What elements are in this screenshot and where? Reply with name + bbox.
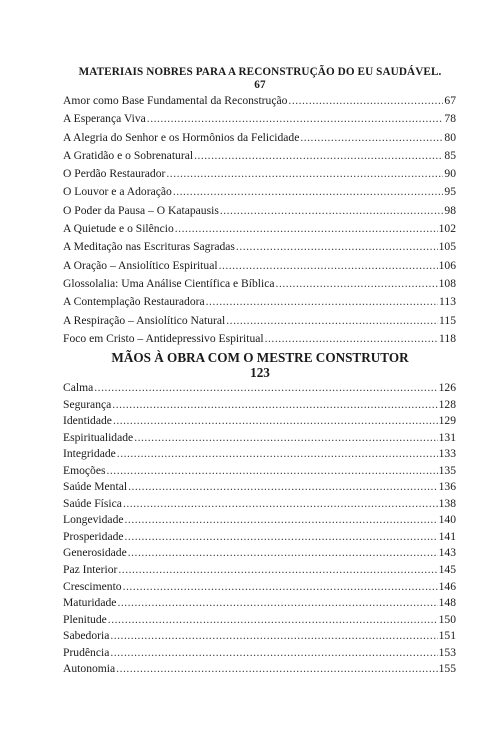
toc-entry-page-number: 95 — [444, 185, 456, 199]
toc-entry[interactable] — [63, 92, 456, 110]
toc-entry-page-number: 146 — [438, 579, 456, 593]
toc-entry-page-number: 133 — [438, 447, 456, 461]
toc-list-materiais — [63, 92, 456, 348]
toc-entry-page-number: 85 — [444, 148, 456, 162]
toc-entry-label: Longevidade — [63, 513, 124, 527]
toc-entry[interactable] — [63, 330, 456, 348]
toc-entry-page-number: 115 — [439, 313, 456, 327]
toc-entry-page-number: 113 — [439, 295, 456, 309]
dot-leader — [173, 183, 444, 201]
dot-leader — [118, 562, 437, 579]
dot-leader — [123, 579, 438, 596]
dot-leader — [206, 293, 438, 311]
toc-entry-label: Plenitude — [63, 612, 107, 626]
toc-entry[interactable] — [63, 512, 456, 529]
toc-entry[interactable] — [63, 562, 456, 579]
toc-entry-label: Amor como Base Fundamental da Reconstrução — [63, 94, 288, 107]
dot-leader — [220, 202, 444, 220]
toc-entry-label: Sabedoria — [63, 629, 110, 643]
toc-entry-page-number: 129 — [438, 414, 456, 428]
toc-entry-page-number: 150 — [438, 612, 456, 626]
dot-leader — [125, 529, 438, 546]
toc-entry-page-number: 135 — [438, 463, 456, 477]
toc-entry-label: Foco em Cristo – Antidepressivo Espiritual — [63, 331, 264, 345]
toc-entry[interactable] — [63, 165, 456, 183]
dot-leader — [110, 645, 437, 662]
toc-entry-page-number: 106 — [438, 258, 456, 272]
toc-entry[interactable] — [63, 545, 456, 562]
dot-leader — [128, 479, 438, 496]
dot-leader — [94, 380, 437, 397]
section-page-number: 67 — [254, 79, 266, 91]
toc-entry[interactable] — [63, 628, 456, 645]
toc-entry-label: Prudência — [63, 645, 110, 659]
toc-entry-page-number: 141 — [438, 529, 456, 543]
dot-leader — [117, 595, 437, 612]
toc-entry[interactable] — [63, 129, 456, 147]
toc-entry[interactable] — [63, 661, 456, 678]
toc-entry-page-number: 148 — [438, 596, 456, 610]
dot-leader — [265, 330, 438, 348]
toc-entry-label: Glossolalia: Uma Análise Científica e Bíblica — [63, 276, 275, 290]
dot-leader — [300, 129, 443, 147]
toc-entry-label: A Gratidão e o Sobrenatural — [63, 148, 194, 162]
toc-entry[interactable] — [63, 238, 456, 256]
toc-entry[interactable] — [63, 220, 456, 238]
toc-entry-label: Paz Interior — [63, 563, 118, 577]
toc-entry-label: A Alegria do Senhor e os Hormônios da Felicidade — [63, 130, 300, 144]
toc-entry-page-number: 80 — [444, 130, 456, 144]
toc-entry-label: Crescimento — [63, 579, 122, 593]
toc-entry-page-number: 108 — [438, 276, 456, 290]
toc-entry-label: O Louvor e a Adoração — [63, 185, 172, 199]
toc-entry-label: Espiritualidade — [63, 430, 134, 444]
dot-leader — [134, 430, 437, 447]
toc-entry-label: Identidade — [63, 414, 112, 428]
toc-entry-label: O Poder da Pausa – O Katapausis — [63, 203, 219, 217]
toc-entry-page-number: 118 — [439, 331, 456, 345]
toc-entry-page-number: 140 — [438, 513, 456, 527]
toc-entry[interactable] — [63, 529, 456, 546]
toc-entry[interactable] — [63, 612, 456, 629]
dot-leader — [117, 446, 438, 463]
toc-entry[interactable] — [63, 446, 456, 463]
toc-entry[interactable] — [63, 380, 456, 397]
toc-entry[interactable] — [63, 479, 456, 496]
toc-entry[interactable] — [63, 293, 456, 311]
toc-entry[interactable] — [63, 147, 456, 165]
toc-entry-label: Integridade — [63, 447, 116, 461]
dot-leader — [113, 413, 438, 430]
toc-entry-label: Autonomia — [63, 662, 116, 676]
dot-leader — [128, 545, 438, 562]
toc-entry-label: A Quietude e o Silêncio — [63, 222, 174, 236]
toc-entry-label: O Perdão Restaurador — [63, 167, 166, 181]
toc-entry-label: Generosidade — [63, 546, 127, 560]
toc-entry-page-number: 90 — [444, 167, 456, 181]
toc-entry[interactable] — [63, 202, 456, 220]
toc-entry-page-number: 153 — [438, 645, 456, 659]
toc-entry-label: A Respiração – Ansiolítico Natural — [63, 313, 226, 327]
toc-entry[interactable] — [63, 413, 456, 430]
toc-entry-page-number: 145 — [438, 563, 456, 577]
dot-leader — [116, 661, 437, 678]
dot-leader — [194, 147, 443, 165]
dot-leader — [219, 257, 438, 275]
dot-leader — [166, 165, 443, 183]
dot-leader — [288, 92, 443, 110]
dot-leader — [107, 463, 438, 480]
toc-entry[interactable] — [63, 275, 456, 293]
toc-entry-page-number: 131 — [438, 430, 456, 444]
toc-entry-page-number: 78 — [444, 112, 456, 126]
toc-entry-page-number: 151 — [438, 629, 456, 643]
toc-entry[interactable] — [63, 645, 456, 662]
toc-list-maos-a-obra — [63, 380, 456, 678]
toc-entry-label: A Meditação nas Escrituras Sagradas — [63, 240, 235, 254]
toc-entry-page-number: 138 — [438, 496, 456, 510]
dot-leader — [236, 238, 438, 256]
section-heading-maos-a-obra — [60, 350, 460, 380]
dot-leader — [110, 628, 437, 645]
toc-entry-page-number: 143 — [438, 546, 456, 560]
toc-entry-label: Saúde Física — [63, 496, 122, 510]
section-title: MATERIAIS NOBRES PARA A RECONSTRUÇÃO DO EU SAUDÁVEL. — [78, 66, 442, 78]
toc-entry-page-number: 105 — [438, 240, 456, 254]
dot-leader — [112, 397, 437, 414]
toc-entry-label: Calma — [63, 381, 94, 394]
toc-entry-label: Saúde Mental — [63, 480, 128, 494]
toc-entry[interactable] — [63, 579, 456, 596]
toc-entry[interactable] — [63, 110, 456, 128]
toc-entry-page-number: 102 — [438, 222, 456, 236]
dot-leader — [125, 512, 438, 529]
toc-entry-page-number: 67 — [444, 94, 456, 107]
toc-entry-page-number: 136 — [438, 480, 456, 494]
toc-entry-page-number: 128 — [438, 397, 456, 411]
toc-entry[interactable] — [63, 312, 456, 330]
toc-entry-page-number: 155 — [438, 662, 456, 676]
toc-entry[interactable] — [63, 595, 456, 612]
dot-leader — [123, 496, 438, 513]
toc-entry[interactable] — [63, 397, 456, 414]
section-title: MÃOS À OBRA COM O MESTRE CONSTRUTOR — [111, 350, 409, 365]
toc-entry[interactable] — [63, 496, 456, 513]
toc-entry-label: A Esperança Viva — [63, 112, 146, 126]
dot-leader — [108, 612, 438, 629]
dot-leader — [175, 220, 438, 238]
section-heading-materiais — [60, 66, 460, 92]
toc-entry-page-number: 98 — [444, 203, 456, 217]
toc-entry-label: Prosperidade — [63, 529, 124, 543]
toc-entry-page-number: 126 — [438, 381, 456, 394]
toc-entry-label: A Oração – Ansiolítico Espiritual — [63, 258, 218, 272]
dot-leader — [147, 110, 444, 128]
toc-entry-label: A Contemplação Restauradora — [63, 295, 205, 309]
toc-entry[interactable] — [63, 183, 456, 201]
section-page-number: 123 — [250, 365, 270, 380]
dot-leader — [226, 312, 438, 330]
toc-entry[interactable] — [63, 430, 456, 447]
toc-entry-label: Segurança — [63, 397, 112, 411]
toc-entry-label: Maturidade — [63, 596, 117, 610]
toc-entry-label: Emoções — [63, 463, 106, 477]
toc-entry[interactable] — [63, 463, 456, 480]
toc-entry[interactable] — [63, 257, 456, 275]
dot-leader — [276, 275, 438, 293]
